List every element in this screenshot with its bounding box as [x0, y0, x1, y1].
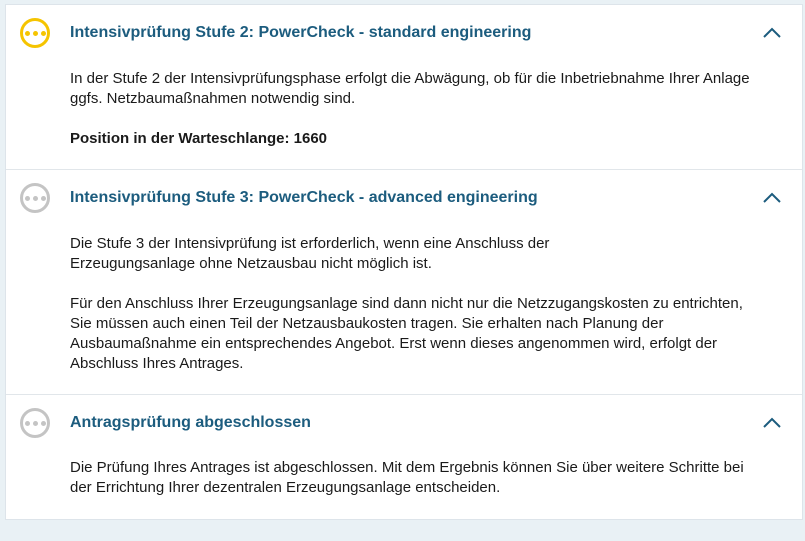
chevron-up-icon[interactable] — [762, 23, 782, 43]
step-stufe-2 — [6, 5, 802, 169]
step-content — [6, 445, 802, 519]
chevron-up-icon[interactable] — [762, 188, 782, 208]
step-content — [6, 220, 802, 394]
application-steps-accordion — [5, 4, 803, 520]
queue-position: Position in der Warteschlange: 1660 — [70, 130, 328, 147]
step-description: Für den Anschluss Ihrer Erzeugungsanlage sind dann nicht nur die Netzzugangskosten zu entrichten, Sie müssen auch einen Teil der Netzausbaukosten tragen. Sie erhalten nach Planung der Ausbaumaßnahme ein entsprechendes Angebot. Erst wenn dieses angenommen wird, erfolgt der Abschluss Ihres Antrages. — [70, 295, 743, 372]
status-in-progress-icon — [20, 18, 50, 48]
chevron-up-icon[interactable] — [762, 413, 782, 433]
step-antragspruefung-abgeschlossen — [6, 394, 802, 519]
step-header[interactable] — [6, 170, 802, 220]
step-description: Die Stufe 3 der Intensivprüfung ist erforderlich, wenn eine Anschluss der Erzeugungsanlage ohne Netzausbau nicht möglich ist. — [70, 235, 550, 272]
step-stufe-3 — [6, 169, 802, 394]
status-pending-icon — [20, 408, 50, 438]
step-content — [6, 55, 802, 169]
status-pending-icon — [20, 183, 50, 213]
step-description: Die Prüfung Ihres Antrages ist abgeschlossen. Mit dem Ergebnis können Sie über weitere Schritte bei der Errichtung Ihrer dezentralen Erzeugungsanlage entscheiden. — [70, 459, 744, 496]
step-header[interactable] — [6, 5, 802, 55]
step-description: In der Stufe 2 der Intensivprüfungsphase erfolgt die Abwägung, ob für die Inbetriebnahme Ihrer Anlage ggfs. Netzbaumaßnahmen notwendig sind. — [70, 70, 750, 107]
step-header[interactable] — [6, 395, 802, 445]
step-title: Intensivprüfung Stufe 3: PowerCheck - advanced engineering — [70, 189, 538, 206]
step-title: Antragsprüfung abgeschlossen — [70, 414, 311, 431]
step-title: Intensivprüfung Stufe 2: PowerCheck - standard engineering — [70, 24, 532, 41]
